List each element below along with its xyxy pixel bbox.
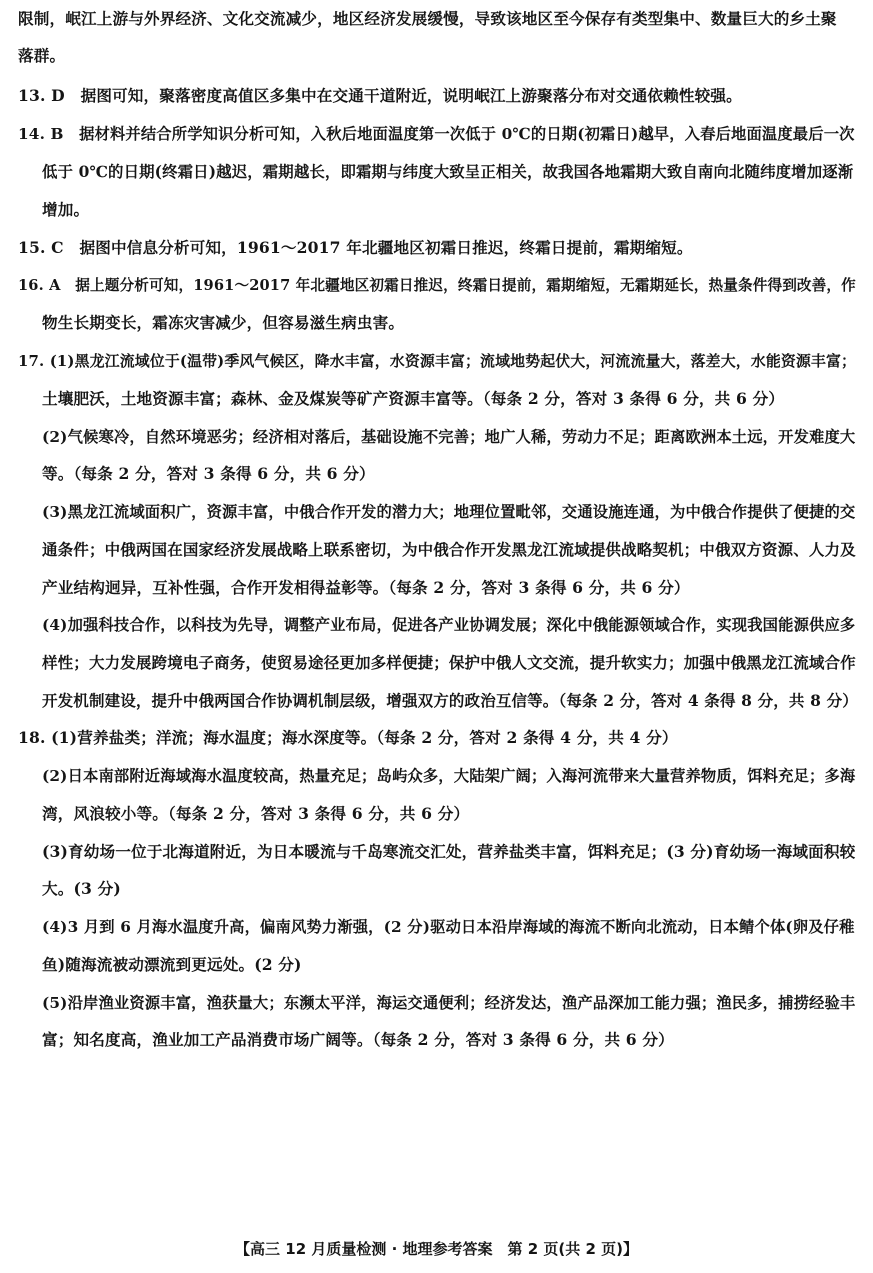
answer-line: 13. D 据图可知，聚落密度高值区多集中在交通干道附近，说明岷江上游聚落分布对交通依赖性较强。 — [18, 86, 742, 105]
answer-line: (3)育幼场一位于北海道附近，为日本暖流与千岛寒流交汇处，营养盐类丰富，饵料充足；(3 分)育幼场一海域面积较 — [42, 842, 856, 861]
answer-line: (2)日本南部附近海域海水温度较高，热量充足；岛屿众多，大陆架广阔；入海河流带来大量营养物质，饵料充足；多海 — [42, 767, 856, 785]
answer-line: (3)黑龙江流域面积广，资源丰富，中俄合作开发的潜力大；地理位置毗邻，交通设施连通，为中俄合作提供了便捷的交 — [42, 503, 856, 521]
answer-line: 通条件；中俄两国在国家经济发展战略上联系密切，为中俄合作开发黑龙江流域提供战略契机；中俄双方资源、人力及 — [42, 540, 856, 559]
answer-line: 物生长期变长，霜冻灾害减少，但容易滋生病虫害。 — [42, 313, 405, 332]
answer-line: 落群。 — [18, 46, 66, 65]
answer-line: 限制，岷江上游与外界经济、文化交流减少，地区经济发展缓慢，导致该地区至今保存有类型集中、数量巨大的乡土聚 — [18, 9, 837, 28]
answer-line: (4)加强科技合作，以科技为先导，调整产业布局，促进各产业协调发展；深化中俄能源领域合作，实现我国能源供应多 — [42, 616, 856, 634]
page-footer: 【高三 12 月质量检测 · 地理参考答案 第 2 页(共 2 页)】 — [235, 1240, 638, 1258]
answer-line: 18. (1)营养盐类；洋流；海水温度；海水深度等。（每条 2 分，答对 2 条得 4 分，共 4 分） — [18, 728, 678, 747]
answer-line: 湾，风浪较小等。（每条 2 分，答对 3 条得 6 分，共 6 分） — [42, 804, 470, 823]
answer-line: 14. B 据材料并结合所学知识分析可知，入秋后地面温度第一次低于 0℃的日期(初霜日)越早，入春后地面温度最后一次 — [18, 125, 855, 143]
answer-line: 富；知名度高，渔业加工产品消费市场广阔等。（每条 2 分，答对 3 条得 6 分，共 6 分） — [42, 1030, 674, 1049]
answer-line: 开发机制建设，提升中俄两国合作协调机制层级，增强双方的政治互信等。（每条 2 分，答对 4 条得 8 分，共 8 分） — [42, 691, 858, 710]
answer-line: 产业结构迥异，互补性强，合作开发相得益彰等。（每条 2 分，答对 3 条得 6 分，共 6 分） — [42, 578, 690, 597]
answer-line: 15. C 据图中信息分析可知，1961～2017 年北疆地区初霜日推迟，终霜日提前，霜期缩短。 — [18, 238, 693, 257]
answer-line: 等。（每条 2 分，答对 3 条得 6 分，共 6 分） — [42, 464, 375, 483]
answer-line: (2)气候寒冷，自然环境恶劣；经济相对落后，基础设施不完善；地广人稀，劳动力不足；距离欧洲本土远，开发难度大 — [42, 428, 856, 446]
answer-line: 17. (1)黑龙江流域位于(温带)季风气候区，降水丰富，水资源丰富；流域地势起伏大，河流流量大，落差大，水能资源丰富； — [18, 352, 857, 370]
answer-line: 16. A 据上题分析可知，1961～2017 年北疆地区初霜日推迟，终霜日提前，霜期缩短，无霜期延长，热量条件得到改善，作 — [18, 277, 856, 294]
answer-line: 鱼)随海流被动漂流到更远处。(2 分) — [42, 955, 302, 974]
answer-line: 大。(3 分) — [42, 879, 121, 898]
answer-line: (5)沿岸渔业资源丰富，渔获量大；东濒太平洋，海运交通便利；经济发达，渔产品深加工能力强；渔民多，捕捞经验丰 — [42, 994, 856, 1012]
answer-line: (4)3 月到 6 月海水温度升高，偏南风势力渐强，(2 分)驱动日本沿岸海域的海流不断向北流动，日本鲭个体(卵及仔稚 — [42, 918, 855, 936]
answer-line: 土壤肥沃，土地资源丰富；森林、金及煤炭等矿产资源丰富等。（每条 2 分，答对 3 条得 6 分，共 6 分） — [42, 389, 785, 408]
answer-line: 增加。 — [42, 200, 90, 219]
answer-line: 低于 0℃的日期(终霜日)越迟，霜期越长，即霜期与纬度大致呈正相关，故我国各地霜期大致自南向北随纬度增加逐渐 — [42, 163, 854, 181]
answer-line: 样性；大力发展跨境电子商务，使贸易途径更加多样便捷；保护中俄人文交流，提升软实力；加强中俄黑龙江流域合作 — [42, 653, 856, 672]
